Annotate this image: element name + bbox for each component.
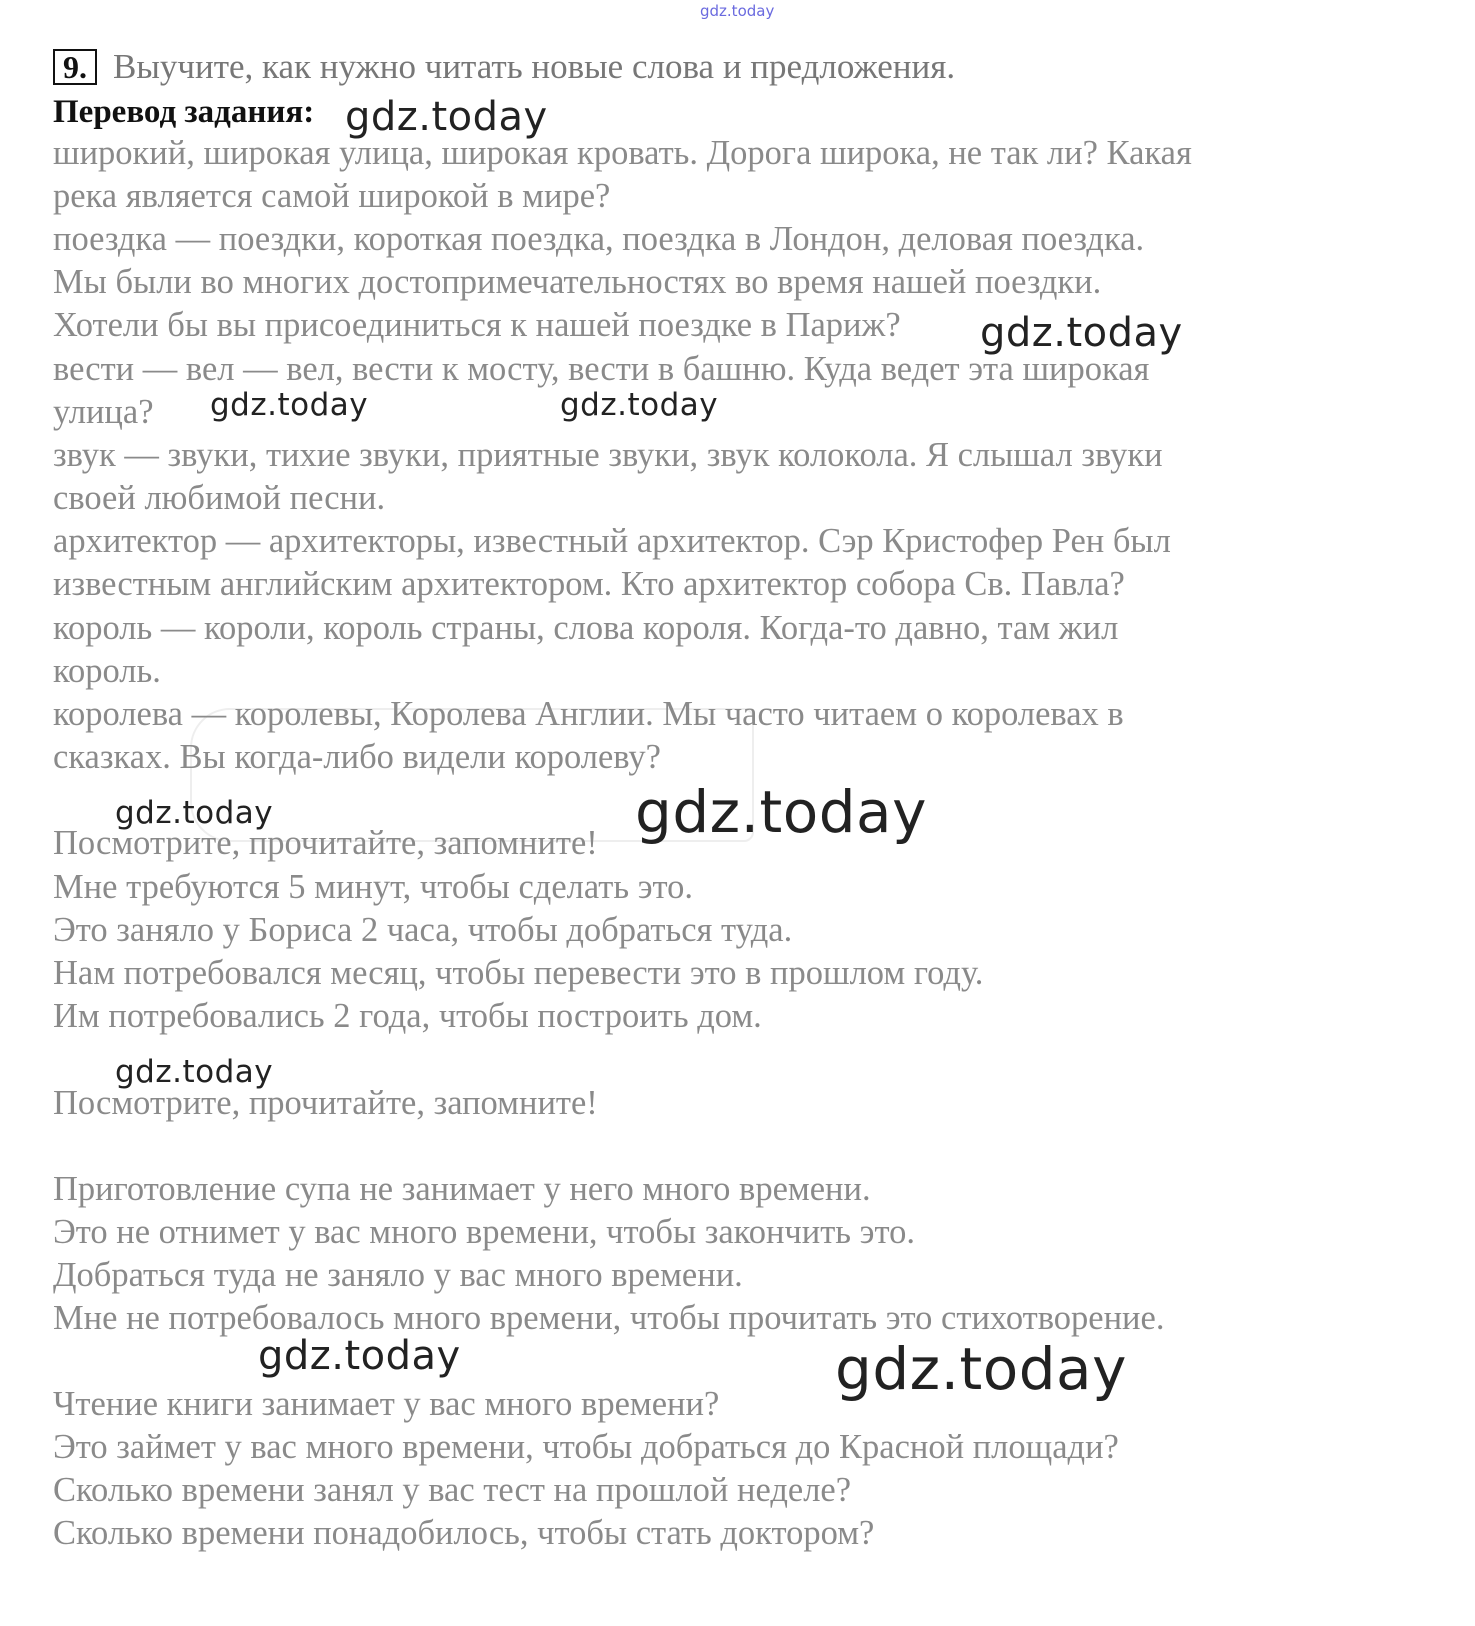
- text-line: Мне требуются 5 минут, чтобы сделать это.: [53, 868, 694, 906]
- site-watermark-header: gdz.today: [700, 2, 775, 20]
- text-line: Мы были во многих достопримечательностях во время нашей поездки.: [53, 263, 1102, 301]
- text-line: улица?: [53, 393, 154, 431]
- task-title: Выучите, как нужно читать новые слова и предложения.: [113, 47, 956, 86]
- text-line: Сколько времени занял у вас тест на прошлой неделе?: [53, 1471, 852, 1509]
- watermark: gdz.today: [115, 795, 274, 831]
- task-number: 9.: [53, 49, 97, 85]
- watermark: gdz.today: [258, 1333, 461, 1379]
- text-line: король.: [53, 652, 161, 690]
- text-line: Приготовление супа не занимает у него много времени.: [53, 1170, 871, 1208]
- text-line: широкий, широкая улица, широкая кровать. Дорога широка, не так ли? Какая: [53, 134, 1192, 172]
- text-line: Хотели бы вы присоединиться к нашей поездке в Париж?: [53, 306, 901, 344]
- text-line: Добраться туда не заняло у вас много времени.: [53, 1256, 743, 1294]
- watermark: gdz.today: [115, 1054, 274, 1090]
- text-line: своей любимой песни.: [53, 479, 386, 517]
- text-line: река является самой широкой в мире?: [53, 177, 611, 215]
- watermark: gdz.today: [980, 310, 1183, 356]
- watermark: gdz.today: [345, 94, 548, 140]
- text-line: Чтение книги занимает у вас много времени?: [53, 1385, 720, 1423]
- translation-label: Перевод задания:: [53, 94, 315, 130]
- text-line: архитектор — архитекторы, известный архитектор. Сэр Кристофер Рен был: [53, 522, 1171, 560]
- text-line: Это заняло у Бориса 2 часа, чтобы добраться туда.: [53, 911, 793, 949]
- watermark: gdz.today: [835, 1335, 1127, 1403]
- text-line: королева — королевы, Королева Англии. Мы часто читаем о королевах в: [53, 695, 1124, 733]
- watermark: gdz.today: [635, 778, 927, 846]
- text-line: Это займет у вас много времени, чтобы добраться до Красной площади?: [53, 1428, 1119, 1466]
- text-line: король — короли, король страны, слова короля. Когда-то давно, там жил: [53, 609, 1119, 647]
- watermark: gdz.today: [210, 387, 369, 423]
- text-line: известным английским архитектором. Кто архитектор собора Св. Павла?: [53, 565, 1125, 603]
- text-line: Сколько времени понадобилось, чтобы стать доктором?: [53, 1514, 875, 1552]
- text-line: поездка — поездки, короткая поездка, поездка в Лондон, деловая поездка.: [53, 220, 1145, 258]
- text-line: сказках. Вы когда-либо видели королеву?: [53, 738, 661, 776]
- watermark: gdz.today: [560, 387, 719, 423]
- text-line: Нам потребовался месяц, чтобы перевести это в прошлом году.: [53, 954, 984, 992]
- text-line: Им потребовались 2 года, чтобы построить дом.: [53, 997, 762, 1035]
- text-line: Это не отнимет у вас много времени, чтобы закончить это.: [53, 1213, 915, 1251]
- text-line: Мне не потребовалось много времени, чтобы прочитать это стихотворение.: [53, 1299, 1165, 1337]
- text-line: звук — звуки, тихие звуки, приятные звуки, звук колокола. Я слышал звуки: [53, 436, 1163, 474]
- text-line: вести — вел — вел, вести к мосту, вести в башню. Куда ведет эта широкая: [53, 350, 1150, 388]
- section-heading: Посмотрите, прочитайте, запомните!: [53, 1084, 598, 1122]
- section-heading: Посмотрите, прочитайте, запомните!: [53, 824, 598, 862]
